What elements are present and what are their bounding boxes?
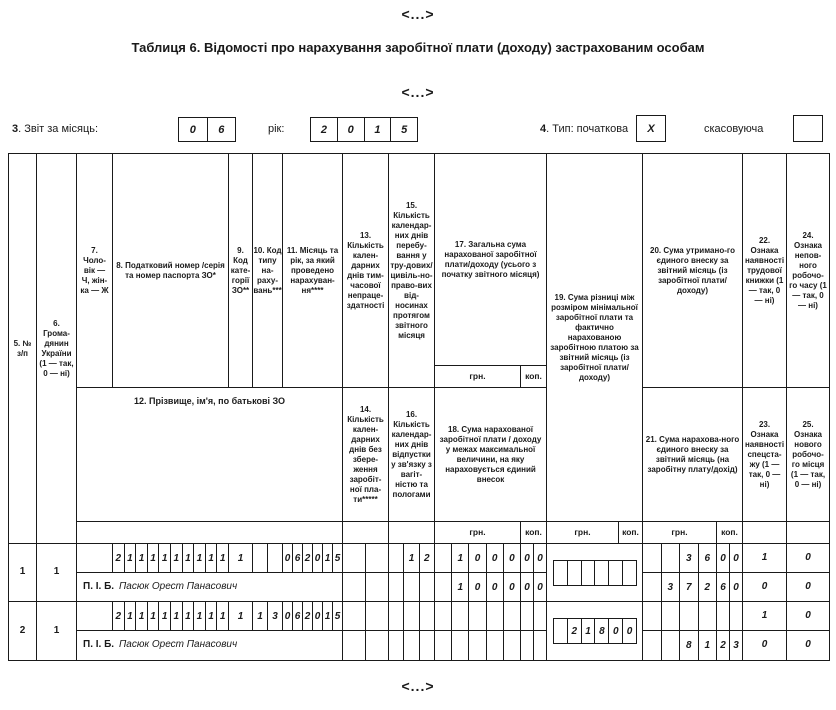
digit-box[interactable]: 0 (283, 544, 293, 572)
digit-box[interactable]: 2 (303, 544, 313, 572)
digit-box[interactable]: 2 (717, 631, 730, 660)
type-initial-checkbox[interactable]: X (636, 115, 666, 142)
diff-comb[interactable] (553, 618, 637, 644)
header-cell-18: 18. Сума нарахованої заробітної плати / доходу у межах максимальної величини, на яку нараховується єдиний внесок (435, 388, 547, 522)
header-18-kop: коп. (521, 522, 547, 544)
digit-box[interactable]: 0 (338, 118, 365, 141)
digit-box[interactable] (582, 561, 596, 585)
subheader-blank-4 (743, 522, 787, 544)
row-num-cell: 2 (9, 602, 37, 660)
table6 (8, 153, 830, 661)
digit-box[interactable]: 6 (218, 123, 225, 136)
digit-box[interactable] (366, 602, 388, 630)
digit-box[interactable] (366, 573, 388, 601)
digit-box[interactable]: 0 (313, 544, 323, 572)
digit-box[interactable]: 5 (334, 552, 341, 564)
digit-box[interactable]: 1 (125, 544, 137, 572)
max-kop-comb[interactable] (521, 573, 547, 602)
digit-box[interactable] (366, 544, 388, 572)
category-comb[interactable] (229, 602, 253, 631)
header-cell-23: 23. Ознака наявності спецста-жу (1 — так, 0 — ні) (743, 388, 787, 522)
digit-box[interactable]: 0 (537, 581, 543, 593)
pib-cell (77, 631, 343, 660)
digit-box[interactable]: 3 (733, 640, 739, 651)
digit-box[interactable]: 5 (334, 610, 341, 622)
digit-box[interactable] (253, 544, 268, 572)
total-grn-comb[interactable] (435, 602, 521, 631)
max-grn-comb[interactable] (435, 573, 521, 602)
digit-box[interactable]: 3 (272, 610, 278, 622)
header-cell-14: 14. Кількість кален-дарних днів без збере-ження заробіт-ної пла-ти***** (343, 388, 389, 522)
digit-box[interactable]: 1 (365, 118, 392, 141)
digit-box[interactable]: 6 (293, 602, 303, 630)
pib-label: П. І. Б. (83, 639, 115, 651)
part-time-cell[interactable]: 0 (787, 544, 829, 573)
field4-number: 4 (540, 123, 547, 135)
header-17-grn: грн. (435, 366, 521, 388)
special-exp-cell[interactable]: 0 (743, 573, 787, 602)
digit-box[interactable]: 1 (323, 544, 333, 572)
report-month-input[interactable] (178, 117, 236, 142)
digit-box[interactable] (609, 561, 623, 585)
report-month-label (12, 123, 98, 135)
days-sick-comb[interactable] (343, 544, 389, 573)
digit-box[interactable] (568, 561, 582, 585)
digit-box[interactable] (521, 602, 534, 630)
digit-box[interactable] (420, 573, 434, 601)
header-cell-13: 13. Кількість кален-дарних днів тим-часової непраце-здатності (343, 154, 389, 388)
ellipsis-bottom-mark: <...> (401, 678, 435, 694)
part-time-cell[interactable]: 0 (787, 602, 829, 631)
digit-box[interactable]: 0 (283, 602, 293, 630)
header-cell-25: 25. Ознака нового робочо-го місця (1 — так, 0 — ні) (787, 388, 829, 522)
field3-number: 3 (12, 123, 19, 135)
digit-box[interactable]: 0 (521, 573, 534, 601)
digit-box[interactable] (554, 619, 568, 643)
digit-box[interactable]: 1 (219, 610, 226, 622)
digit-box[interactable] (389, 602, 404, 630)
max-grn-comb[interactable] (435, 631, 521, 660)
header-cell-8: 8. Податковий номер /серія та номер паспорта ЗО* (113, 154, 229, 388)
digit-box[interactable]: 1 (171, 602, 183, 630)
special-exp-cell[interactable]: 0 (743, 631, 787, 660)
digit-box[interactable]: 0 (521, 544, 534, 572)
digit-box[interactable] (343, 602, 366, 630)
subheader-blank-5 (787, 522, 829, 544)
digit-box[interactable] (554, 561, 568, 585)
header-cell-11: 11. Місяць та рік, за який проведено нарахуван-ня**** (283, 154, 343, 388)
digit-box[interactable]: 3 (680, 544, 699, 572)
digit-box[interactable] (717, 602, 730, 630)
digit-box[interactable] (662, 544, 681, 572)
digit-box[interactable] (389, 544, 404, 572)
report-type-label (540, 123, 628, 135)
header-cell-6: 6. Грома-дянин України (1 — так, 0 — ні) (37, 154, 77, 544)
digit-box[interactable]: 1 (323, 602, 333, 630)
digit-box[interactable] (343, 544, 366, 572)
digit-box[interactable] (643, 631, 662, 660)
pib-cell (77, 573, 343, 602)
header-17-kop: коп. (521, 366, 547, 388)
digit-box[interactable] (420, 631, 434, 660)
digit-box[interactable] (730, 602, 742, 630)
digit-box[interactable]: 1 (159, 544, 171, 572)
accrual-type-comb[interactable] (253, 544, 283, 573)
total-grn-comb[interactable] (435, 544, 521, 573)
accrued-grn-comb[interactable] (643, 631, 717, 660)
digit-box[interactable] (595, 561, 609, 585)
digit-box[interactable]: 8 (680, 631, 699, 660)
digit-box[interactable] (487, 602, 504, 630)
citizen-cell: 1 (37, 602, 77, 660)
digit-box[interactable] (623, 561, 636, 585)
type-cancel-label: скасовуюча (704, 123, 764, 135)
blank-cell-7 (77, 544, 113, 573)
days-sick-comb[interactable] (343, 602, 389, 631)
header-21-grn: грн. (643, 522, 717, 544)
accrued-kop-comb[interactable] (717, 631, 743, 660)
blank-cell-7 (77, 602, 113, 631)
year-label: рік: (268, 123, 285, 135)
labor-book-cell[interactable]: 1 (743, 602, 787, 631)
month-year-comb[interactable] (283, 602, 343, 631)
labor-book-cell[interactable]: 1 (743, 544, 787, 573)
digit-box[interactable]: 0 (487, 544, 504, 572)
digit-box[interactable]: 1 (194, 544, 206, 572)
type-cancel-checkbox[interactable] (793, 115, 823, 142)
digit-box[interactable] (420, 602, 434, 630)
digit-box[interactable]: 0 (626, 625, 633, 637)
header-cell-10: 10. Код типу на-раху-вань*** (253, 154, 283, 388)
days-employed-comb[interactable] (389, 544, 435, 573)
digit-box[interactable] (404, 631, 419, 660)
digit-box[interactable]: 1 (404, 544, 419, 572)
table-title: Таблиця 6. Відомості про нарахування заробітної плати (доходу) застрахованим особам (131, 40, 705, 55)
new-place-cell[interactable]: 0 (805, 639, 811, 651)
withheld-kop-comb[interactable] (717, 544, 743, 573)
header-19-grn: грн. (547, 522, 619, 544)
ellipsis-top-mark: <...> (401, 6, 435, 22)
digit-box[interactable]: 2 (704, 581, 711, 593)
field4-text: . Тип: початкова (546, 123, 629, 135)
digit-box[interactable] (699, 602, 717, 630)
digit-box[interactable]: 0 (179, 118, 208, 141)
digit-box[interactable] (435, 602, 452, 630)
digit-box[interactable]: 0 (509, 581, 515, 593)
digit-box[interactable] (662, 602, 681, 630)
digit-box[interactable]: 1 (237, 610, 244, 622)
header-cell-19: 19. Сума різниці між розміром мінімальної заробітної плати та фактично нарахованою заробітною платою за звітний місяць (із заробітної плати/доходу) (547, 154, 643, 522)
report-year-input[interactable] (310, 117, 418, 142)
header-18-grn: грн. (435, 522, 521, 544)
digit-box[interactable] (268, 544, 282, 572)
accrued-grn-comb[interactable] (643, 573, 717, 602)
pib-name: Пасюк Орест Панасович (119, 580, 238, 592)
total-kop-comb[interactable] (521, 602, 547, 631)
digit-box[interactable]: 1 (159, 602, 171, 630)
header-cell-9: 9. Код кате-горії ЗО** (229, 154, 253, 388)
diff-comb[interactable] (553, 560, 637, 586)
withheld-kop-comb[interactable] (717, 602, 743, 631)
total-kop-comb[interactable] (521, 544, 547, 573)
digit-box[interactable] (643, 602, 662, 630)
digit-box[interactable] (469, 602, 486, 630)
days-maternity-comb[interactable] (389, 631, 435, 660)
digit-box[interactable]: 7 (680, 573, 699, 601)
header-cell-21: 21. Сума нарахова-ного єдиного внеску за звітний місяць (на заробітну плату/дохід) (643, 388, 743, 522)
digit-box[interactable] (504, 631, 520, 660)
digit-box[interactable]: 1 (183, 602, 195, 630)
header-cell-7: 7. Чоло-вік — Ч, жін-ка — Ж (77, 154, 113, 388)
digit-box[interactable] (504, 602, 520, 630)
subheader-blank-3 (389, 522, 435, 544)
digit-box[interactable] (435, 631, 452, 660)
digit-box[interactable]: 1 (136, 544, 148, 572)
pib-name: Пасюк Орест Панасович (119, 639, 238, 651)
digit-box[interactable]: 6 (293, 544, 303, 572)
digit-box[interactable]: 1 (237, 552, 244, 564)
withheld-grn-comb[interactable] (643, 602, 717, 631)
new-place-cell[interactable]: 0 (787, 573, 829, 602)
withheld-grn-comb[interactable] (643, 544, 717, 573)
digit-box[interactable]: 1 (219, 552, 226, 564)
days-unpaid-comb[interactable] (343, 573, 389, 602)
header-cell-12: 12. Прізвище, ім'я, по батькові ЗО (77, 388, 343, 522)
digit-box[interactable]: 2 (113, 544, 125, 572)
digit-box[interactable]: 1 (253, 602, 268, 630)
digit-box[interactable] (452, 631, 469, 660)
subheader-blank-2 (343, 522, 389, 544)
subheader-blank-1 (77, 522, 343, 544)
header-cell-16: 16. Кількість календар-них днів відпустки у зв'язку з вагіт-ністю та пологами (389, 388, 435, 522)
digit-box[interactable]: 0 (469, 544, 486, 572)
digit-box[interactable]: 2 (311, 118, 338, 141)
digit-box[interactable] (343, 631, 366, 660)
digit-box[interactable] (404, 602, 419, 630)
header-cell-20: 20. Сума утримано-го єдиного внеску за звітний місяць (із заробітної плати/доходу) (643, 154, 743, 388)
digit-box[interactable] (680, 602, 699, 630)
digit-box[interactable]: 1 (206, 544, 218, 572)
tax-number-comb[interactable] (113, 544, 229, 573)
header-cell-15: 15. Кількість календар-них днів перебу-вання у тру-дових/ цивіль-но-право-вих від-носинах протягом звітного місяця (389, 154, 435, 388)
pib-label: П. І. Б. (83, 580, 115, 592)
digit-box[interactable] (469, 631, 486, 660)
header-21-kop: коп. (717, 522, 743, 544)
digit-box[interactable]: 0 (717, 544, 730, 572)
digit-box[interactable] (643, 573, 662, 601)
digit-box[interactable]: 0 (609, 619, 623, 643)
digit-box[interactable] (662, 631, 681, 660)
digit-box[interactable] (643, 544, 662, 572)
tax-number-comb[interactable] (113, 602, 229, 631)
digit-box[interactable] (366, 631, 388, 660)
digit-box[interactable]: 3 (662, 573, 681, 601)
category-comb[interactable] (229, 544, 253, 573)
digit-box[interactable]: 0 (733, 581, 739, 593)
digit-box[interactable] (452, 602, 469, 630)
digit-box[interactable] (389, 631, 404, 660)
digit-box[interactable] (435, 573, 452, 601)
digit-box[interactable]: 1 (194, 602, 206, 630)
digit-box[interactable] (534, 602, 546, 630)
digit-box[interactable]: 1 (582, 619, 596, 643)
digit-box[interactable]: 0 (509, 552, 515, 564)
digit-box[interactable] (487, 631, 504, 660)
digit-box[interactable]: 6 (704, 552, 711, 564)
digit-box[interactable]: 8 (595, 619, 609, 643)
digit-box[interactable]: 1 (148, 544, 160, 572)
digit-box[interactable]: 1 (452, 544, 469, 572)
digit-box[interactable]: 1 (125, 602, 137, 630)
digit-box[interactable] (389, 573, 404, 601)
header-cell-5: 5. № з/п (9, 154, 37, 544)
digit-box[interactable] (534, 631, 546, 660)
digit-box[interactable] (435, 544, 452, 572)
digit-box[interactable] (343, 573, 366, 601)
row-num-cell: 1 (9, 544, 37, 602)
ellipsis-middle-mark: <...> (401, 84, 435, 100)
days-unpaid-comb[interactable] (343, 631, 389, 660)
digit-box[interactable]: 2 (113, 602, 125, 630)
digit-box[interactable]: 1 (136, 602, 148, 630)
header-cell-24: 24. Ознака непов-ного робочо-го часу (1 — так, 0 — ні) (787, 154, 829, 388)
digit-box[interactable]: 2 (424, 552, 430, 564)
field3-text: . Звіт за місяць: (18, 123, 99, 135)
digit-box[interactable]: 1 (148, 602, 160, 630)
digit-box[interactable]: 2 (568, 619, 582, 643)
month-year-comb[interactable] (283, 544, 343, 573)
header-cell-22: 22. Ознака наявності трудової книжки (1 — так, 0 — ні) (743, 154, 787, 388)
max-kop-comb[interactable] (521, 631, 547, 660)
accrual-type-comb[interactable] (253, 602, 283, 631)
digit-box[interactable]: 0 (469, 573, 486, 601)
digit-box[interactable]: 2 (303, 602, 313, 630)
digit-box[interactable]: 0 (313, 602, 323, 630)
digit-box[interactable]: 0 (733, 552, 739, 564)
days-employed-comb[interactable] (389, 602, 435, 631)
header-cell-17: 17. Загальна сума нарахованої заробітної плати/доходу (усього з початку звітного місяця) (435, 154, 547, 366)
digit-box[interactable]: 1 (171, 544, 183, 572)
days-maternity-comb[interactable] (389, 573, 435, 602)
digit-box[interactable] (521, 631, 534, 660)
header-19-kop: коп. (619, 522, 643, 544)
digit-box[interactable] (404, 573, 419, 601)
digit-box[interactable]: 1 (183, 544, 195, 572)
digit-box[interactable]: 6 (717, 573, 730, 601)
accrued-kop-comb[interactable] (717, 573, 743, 602)
digit-box[interactable]: 5 (401, 123, 408, 136)
digit-box[interactable]: 1 (452, 573, 469, 601)
digit-box[interactable]: 0 (487, 573, 504, 601)
digit-box[interactable]: 0 (537, 552, 543, 564)
digit-box[interactable]: 1 (206, 602, 218, 630)
citizen-cell: 1 (37, 544, 77, 602)
digit-box[interactable]: 1 (704, 640, 711, 651)
